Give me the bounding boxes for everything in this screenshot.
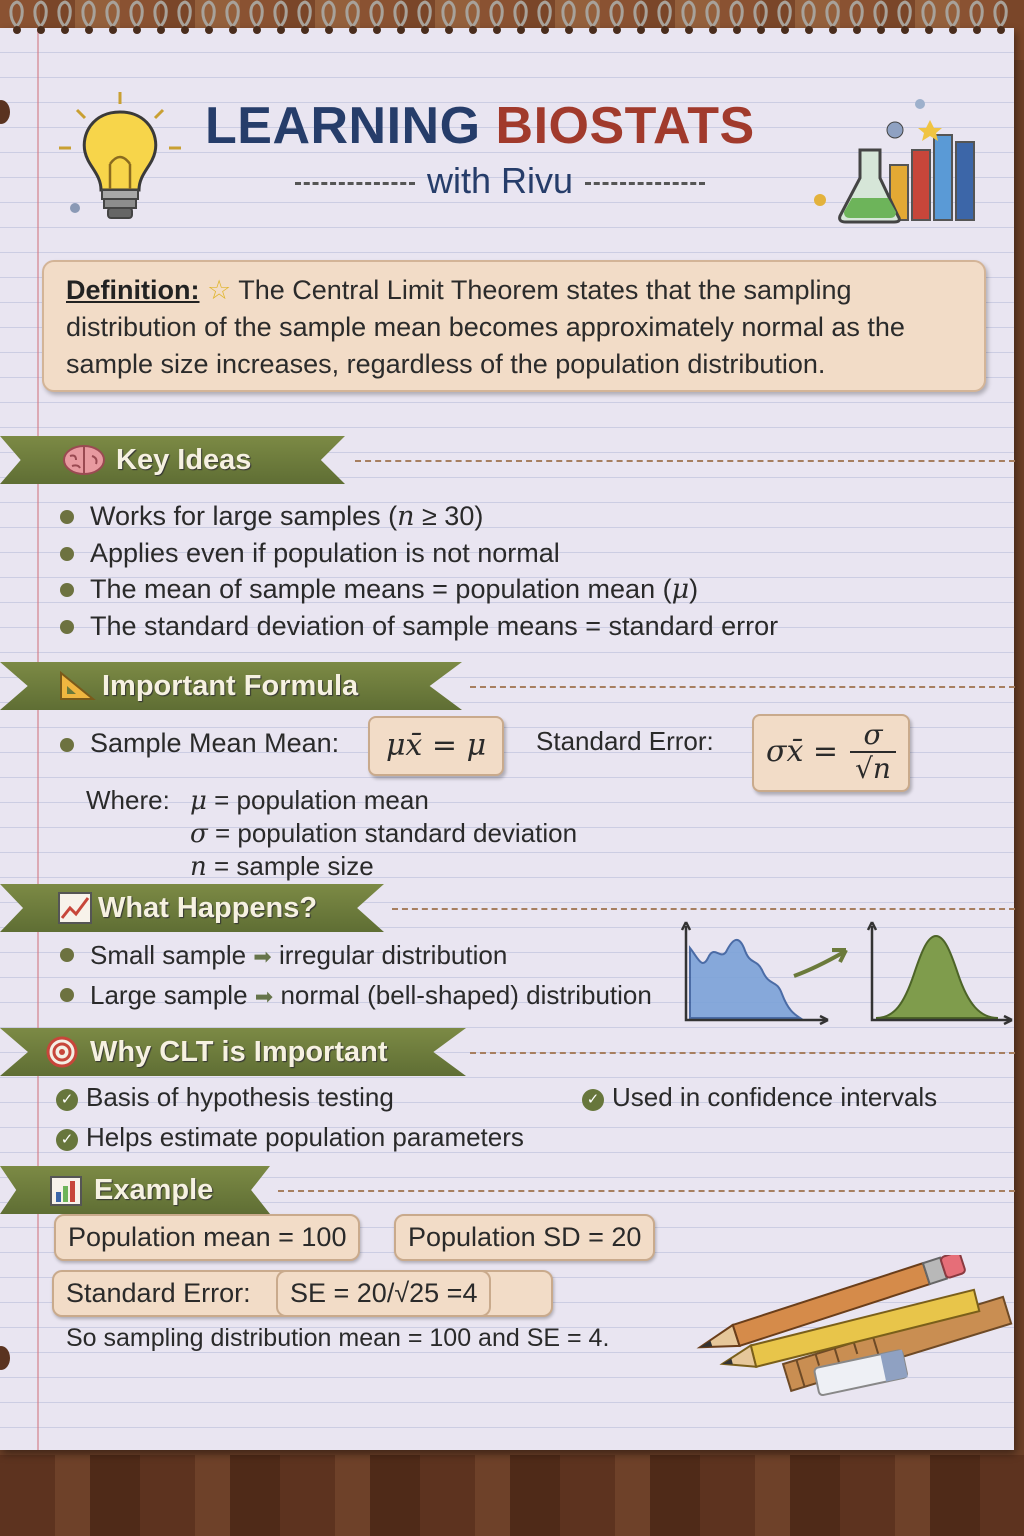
why-item: ✓ Helps estimate population parameters <box>56 1122 524 1153</box>
where-definitions <box>190 784 577 883</box>
where-row: σ = population standard deviation <box>190 818 578 849</box>
triangle-ruler-icon <box>58 670 96 702</box>
sample-mean-label: Sample Mean Mean: <box>60 726 339 760</box>
ring-hole <box>877 26 885 34</box>
spiral-ring <box>275 2 286 26</box>
ring-hole <box>733 26 741 34</box>
spiral-ring <box>11 2 22 26</box>
spiral-binding <box>0 0 1024 40</box>
standard-error-label: Standard Error: <box>536 726 714 756</box>
ring-hole <box>973 26 981 34</box>
spiral-ring <box>83 2 94 26</box>
se-example-label: Standard Error: <box>66 1278 251 1308</box>
target-icon <box>46 1036 78 1068</box>
list-item: Small sample ➡ irregular distribution <box>60 936 652 976</box>
ring-hole <box>517 26 525 34</box>
dashed-divider <box>470 686 1015 688</box>
why-item: ✓ Basis of hypothesis testing <box>56 1082 394 1113</box>
spiral-ring <box>803 2 814 26</box>
dashed-divider <box>355 460 1015 462</box>
important-formula-heading: Important Formula <box>102 670 359 702</box>
spiral-ring <box>419 2 430 26</box>
spiral-ring <box>203 2 214 26</box>
spiral-ring <box>563 2 574 26</box>
ring-hole <box>997 26 1005 34</box>
star-icon: ☆ <box>207 275 232 305</box>
standard-error-formula <box>752 714 910 792</box>
spiral-ring <box>347 2 358 26</box>
key-ideas-banner <box>0 436 1024 484</box>
spiral-ring <box>539 2 550 26</box>
ring-hole <box>85 26 93 34</box>
spiral-ring <box>875 2 886 26</box>
dashed-divider <box>392 908 1015 910</box>
what-happens-list <box>60 936 652 1016</box>
ring-hole <box>373 26 381 34</box>
lightbulb-icon <box>55 90 185 235</box>
ring-hole <box>421 26 429 34</box>
spiral-ring <box>107 2 118 26</box>
pencils-eraser-icon <box>680 1255 1014 1405</box>
ring-hole <box>157 26 165 34</box>
spiral-ring <box>587 2 598 26</box>
checkmark-icon: ✓ <box>56 1089 78 1111</box>
se-denominator: √n <box>855 752 891 785</box>
checkmark-icon: ✓ <box>56 1129 78 1151</box>
ring-hole <box>325 26 333 34</box>
spiral-ring <box>635 2 646 26</box>
distribution-illustration <box>676 918 1016 1026</box>
spiral-ring <box>923 2 934 26</box>
ring-hole <box>925 26 933 34</box>
curved-arrow-icon <box>794 952 844 976</box>
spiral-ring <box>491 2 502 26</box>
definition-text: The Central Limit Theorem states that the sampling distribution of the sample mean becomes approximately normal as the sample size increases, regardless of the population distribution. <box>66 275 905 379</box>
ring-hole <box>253 26 261 34</box>
spiral-ring <box>59 2 70 26</box>
spiral-ring <box>155 2 166 26</box>
arrow-right-icon: ➡ <box>253 944 272 969</box>
example-conclusion: So sampling distribution mean = 100 and SE = 4. <box>66 1324 610 1352</box>
spiral-ring <box>659 2 670 26</box>
punch-hole <box>0 1346 10 1370</box>
page-title <box>205 96 755 156</box>
dashed-divider <box>278 1190 1015 1192</box>
bell-curve <box>876 936 998 1018</box>
ring-hole <box>301 26 309 34</box>
lab-flask-bar-chart-icon <box>800 90 1005 235</box>
subtitle <box>240 160 760 202</box>
formula-list <box>60 726 339 760</box>
spiral-ring <box>779 2 790 26</box>
spiral-ring <box>731 2 742 26</box>
important-formula-banner <box>0 662 1024 710</box>
ring-hole <box>685 26 693 34</box>
spiral-ring <box>971 2 982 26</box>
ring-hole <box>13 26 21 34</box>
ring-hole <box>205 26 213 34</box>
ring-hole <box>565 26 573 34</box>
example-banner <box>0 1166 1024 1214</box>
definition-box <box>42 260 986 392</box>
spiral-ring <box>35 2 46 26</box>
key-ideas-list <box>60 498 778 644</box>
ring-hole <box>661 26 669 34</box>
sample-mean-formula: μx̄ = μ <box>368 716 504 776</box>
ring-hole <box>493 26 501 34</box>
ring-hole <box>277 26 285 34</box>
ring-hole <box>37 26 45 34</box>
se-numerator: σ <box>850 718 896 753</box>
spiral-ring <box>899 2 910 26</box>
ring-hole <box>349 26 357 34</box>
spiral-ring <box>827 2 838 26</box>
spiral-ring <box>299 2 310 26</box>
bar-chart-icon <box>50 1176 82 1206</box>
spiral-ring <box>443 2 454 26</box>
population-sd-pill: Population SD = 20 <box>394 1214 655 1261</box>
ring-hole <box>949 26 957 34</box>
ring-hole <box>805 26 813 34</box>
ring-hole <box>637 26 645 34</box>
ring-hole <box>181 26 189 34</box>
trend-chart-icon <box>58 892 92 924</box>
spiral-ring <box>611 2 622 26</box>
spiral-ring <box>947 2 958 26</box>
spiral-ring <box>755 2 766 26</box>
checkmark-icon: ✓ <box>582 1089 604 1111</box>
punch-hole <box>0 100 10 124</box>
dashed-divider <box>470 1052 1015 1054</box>
list-item: Applies even if population is not normal <box>60 535 778 571</box>
subtitle-dash-right <box>585 182 705 185</box>
se-lhs: σx̄ = <box>766 734 839 769</box>
list-item: The standard deviation of sample means = standard error <box>60 608 778 644</box>
spiral-ring <box>371 2 382 26</box>
why-clt-heading: Why CLT is Important <box>90 1036 388 1068</box>
why-item: ✓ Used in confidence intervals <box>582 1082 937 1113</box>
irregular-distribution-curve <box>690 940 800 1018</box>
ring-hole <box>61 26 69 34</box>
spiral-ring <box>995 2 1006 26</box>
ring-hole <box>613 26 621 34</box>
population-mean-pill: Population mean = 100 <box>54 1214 360 1261</box>
where-row: μ = population mean <box>190 785 429 816</box>
ring-hole <box>133 26 141 34</box>
ring-hole <box>901 26 909 34</box>
ring-hole <box>829 26 837 34</box>
ring-hole <box>445 26 453 34</box>
spiral-ring <box>683 2 694 26</box>
ring-hole <box>853 26 861 34</box>
spiral-ring <box>467 2 478 26</box>
ring-hole <box>229 26 237 34</box>
ring-hole <box>397 26 405 34</box>
key-ideas-heading: Key Ideas <box>116 444 252 476</box>
list-item: Works for large samples (n ≥ 30) <box>60 498 778 535</box>
subtitle-dash-left <box>295 182 415 185</box>
ring-hole <box>709 26 717 34</box>
ring-hole <box>757 26 765 34</box>
ring-hole <box>541 26 549 34</box>
where-block <box>86 784 170 816</box>
why-clt-banner <box>0 1028 1024 1076</box>
subtitle-text: with Rivu <box>426 160 574 201</box>
spiral-ring <box>179 2 190 26</box>
spiral-ring <box>131 2 142 26</box>
what-happens-heading: What Happens? <box>98 892 318 924</box>
definition-label: Definition: <box>66 275 200 305</box>
ring-hole <box>781 26 789 34</box>
where-row: n = sample size <box>190 851 374 882</box>
arrow-right-icon: ➡ <box>254 984 274 1009</box>
ring-hole <box>469 26 477 34</box>
ring-hole <box>589 26 597 34</box>
title-word-learning: LEARNING <box>205 97 481 155</box>
title-word-biostats: BIOSTATS <box>495 97 755 155</box>
list-item: Large sample ➡ normal (bell-shaped) distribution <box>60 976 652 1016</box>
list-item: The mean of sample means = population mean (μ) <box>60 571 778 608</box>
spiral-ring <box>515 2 526 26</box>
spiral-ring <box>323 2 334 26</box>
example-heading: Example <box>94 1174 214 1206</box>
brain-icon <box>62 444 106 476</box>
se-example-value: SE = 20/√25 =4 <box>276 1270 491 1317</box>
ring-hole <box>109 26 117 34</box>
spiral-ring <box>395 2 406 26</box>
wood-background-bottom <box>0 1455 1024 1536</box>
spiral-ring <box>227 2 238 26</box>
where-label: Where: <box>86 785 170 815</box>
spiral-ring <box>707 2 718 26</box>
spiral-ring <box>851 2 862 26</box>
spiral-ring <box>251 2 262 26</box>
